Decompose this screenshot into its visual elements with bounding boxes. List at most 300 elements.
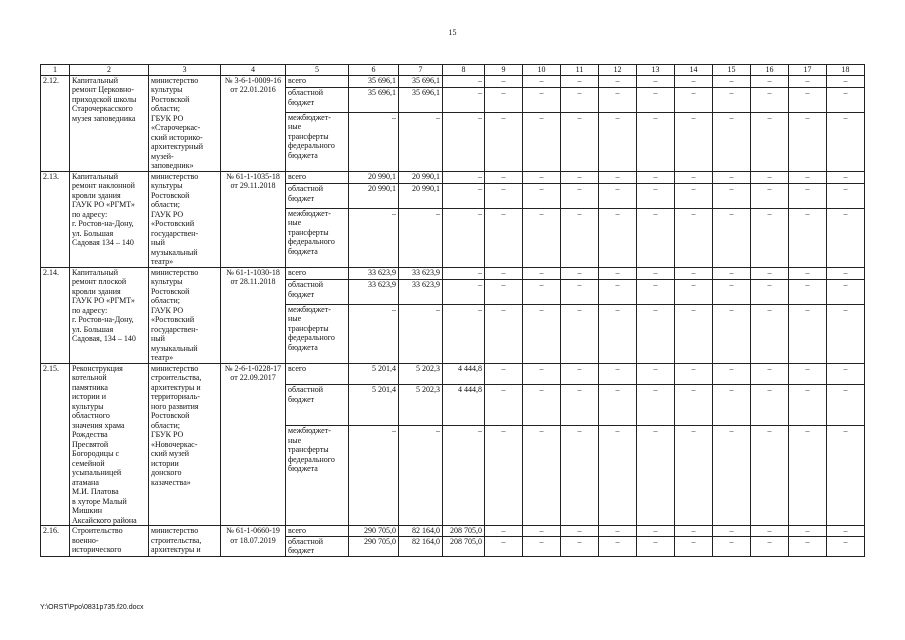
customer-line: донского — [151, 468, 182, 477]
amount-cell: – — [561, 75, 599, 88]
amount-cell: – — [827, 363, 865, 385]
amount-cell: – — [751, 385, 789, 426]
amount-cell: – — [751, 363, 789, 385]
amount-cell: 35 696,1 — [349, 75, 399, 88]
object-name-line: по адресу: — [72, 305, 108, 315]
expert-conclusion-line: от 18.07.2019 — [230, 535, 276, 545]
amount-cell: – — [523, 280, 561, 304]
object-name-line: атамана — [72, 477, 99, 487]
column-number: 16 — [751, 65, 789, 76]
amount-cell: – — [675, 536, 713, 556]
amount-cell: – — [675, 208, 713, 267]
funding-source: всего — [286, 171, 349, 184]
amount-cell: – — [637, 280, 675, 304]
customer-line: культуры — [151, 181, 183, 190]
amount-cell: 82 164,0 — [399, 526, 443, 537]
funding-source — [286, 88, 349, 112]
amount-cell: 5 202,3 — [399, 385, 443, 426]
column-number: 10 — [523, 65, 561, 76]
customer-line: министерство — [151, 363, 199, 373]
amount-cell: – — [523, 267, 561, 280]
amount-cell: – — [599, 385, 637, 426]
amount-cell: – — [789, 304, 827, 363]
customer-line: ный — [151, 334, 165, 343]
object-name-line: ремонт Церковно- — [72, 85, 134, 94]
amount-cell: 5 202,3 — [399, 363, 443, 385]
object-name-line: кровли здания — [72, 286, 121, 296]
object-name-line: в хуторе Малый — [72, 496, 127, 506]
amount-cell: 33 623,9 — [349, 280, 399, 304]
item-number: 2.16. — [41, 526, 70, 557]
customer-line: архитектуры и — [151, 382, 201, 392]
amount-cell: – — [599, 75, 637, 88]
object-name — [70, 267, 149, 363]
customer-line: ГБУК РО — [151, 430, 184, 439]
customer-line: культуры — [151, 277, 183, 286]
funding-source-line: бюджета — [288, 150, 318, 160]
funding-source-line: бюджета — [288, 342, 318, 352]
customer-line: Ростовской — [151, 286, 190, 296]
amount-cell: 20 990,1 — [399, 184, 443, 208]
amount-cell: – — [599, 426, 637, 526]
customer-line: министерство — [151, 171, 199, 181]
funding-source — [286, 280, 349, 304]
funding-source-line: бюджета — [288, 246, 318, 256]
object-name-line: приходской школы — [72, 94, 137, 104]
customer-line: ГБУК РО — [151, 113, 184, 123]
funding-source-line: бюджет — [288, 546, 315, 555]
amount-cell: – — [637, 304, 675, 363]
amount-cell: 33 623,9 — [399, 267, 443, 280]
amount-cell: – — [675, 385, 713, 426]
amount-cell: – — [561, 267, 599, 280]
customer-line: области; — [151, 200, 180, 209]
amount-cell: – — [599, 112, 637, 171]
amount-cell: – — [443, 208, 485, 267]
amount-cell: – — [485, 267, 523, 280]
amount-cell: – — [561, 280, 599, 304]
funding-source — [286, 184, 349, 208]
customer-line: государствен- — [151, 228, 199, 238]
object-name-line: котельной — [72, 373, 107, 382]
amount-cell: – — [827, 184, 865, 208]
column-number: 1 — [41, 65, 70, 76]
funding-source-line: областной — [288, 88, 324, 98]
column-number-row — [41, 65, 865, 76]
customer — [149, 526, 221, 557]
amount-cell: – — [485, 363, 523, 385]
amount-cell: 4 444,8 — [443, 385, 485, 426]
object-name-line: г. Ростов-на-Дону, — [72, 219, 134, 228]
page-number: 15 — [448, 28, 457, 37]
customer-line: ГАУК РО — [151, 209, 184, 219]
object-name-line: Капитальный — [72, 75, 119, 85]
amount-cell: – — [485, 171, 523, 184]
customer-line: области; — [151, 296, 180, 305]
amount-cell: – — [637, 184, 675, 208]
customer-line: музыкальный — [151, 247, 198, 257]
amount-cell: – — [789, 426, 827, 526]
amount-cell: – — [789, 75, 827, 88]
amount-cell: – — [713, 280, 751, 304]
amount-cell: – — [349, 304, 399, 363]
object-name-line: памятника — [72, 382, 108, 392]
amount-cell: – — [561, 184, 599, 208]
amount-cell: – — [485, 184, 523, 208]
funding-source-line: трансферты — [288, 445, 329, 455]
amount-cell: – — [637, 75, 675, 88]
amount-cell: – — [637, 536, 675, 556]
object-name — [70, 171, 149, 267]
object-name-line: Садовая, 134 – 140 — [72, 334, 136, 343]
amount-cell: – — [713, 536, 751, 556]
amount-cell: – — [827, 385, 865, 426]
customer-line: территориаль- — [151, 392, 200, 401]
customer — [149, 171, 221, 267]
funding-source-line: областной — [288, 280, 324, 290]
amount-cell: – — [561, 426, 599, 526]
funding-source-line: бюджет — [288, 97, 315, 107]
object-name-line: ул. Большая — [72, 324, 114, 334]
amount-cell: – — [827, 536, 865, 556]
table-row — [41, 526, 865, 537]
amount-cell: – — [485, 304, 523, 363]
amount-cell: – — [523, 88, 561, 112]
amount-cell: – — [789, 385, 827, 426]
amount-cell: – — [827, 208, 865, 267]
item-number: 2.15. — [41, 363, 70, 526]
object-name-line: по адресу: — [72, 209, 108, 219]
funding-source — [286, 385, 349, 426]
amount-cell: 33 623,9 — [349, 267, 399, 280]
expert-conclusion-line: от 29.11.2018 — [230, 181, 276, 190]
object-name-line: значения храма — [72, 420, 125, 430]
amount-cell: – — [523, 363, 561, 385]
amount-cell: – — [599, 208, 637, 267]
object-name — [70, 526, 149, 557]
amount-cell: – — [485, 208, 523, 267]
object-name-line: ГАУК РО «РГМТ» — [72, 200, 135, 209]
customer-line: строительства, — [151, 373, 202, 382]
amount-cell: – — [523, 112, 561, 171]
funding-source-line: трансферты — [288, 131, 329, 141]
object-name-line: кровли здания — [72, 190, 121, 200]
funding-source: всего — [286, 526, 349, 537]
amount-cell: – — [675, 88, 713, 112]
amount-cell: – — [675, 267, 713, 280]
amount-cell: – — [443, 88, 485, 112]
amount-cell: – — [751, 208, 789, 267]
amount-cell: – — [827, 75, 865, 88]
amount-cell: – — [599, 304, 637, 363]
column-number: 14 — [675, 65, 713, 76]
amount-cell: – — [399, 426, 443, 526]
object-name-line: ул. Большая — [72, 228, 114, 238]
object-name-line: Мишкин — [72, 506, 103, 515]
expert-conclusion-line: от 22.09.2017 — [230, 373, 276, 382]
amount-cell: 33 623,9 — [399, 280, 443, 304]
amount-cell: – — [599, 267, 637, 280]
amount-cell: – — [485, 280, 523, 304]
funding-source-line: ные — [288, 435, 302, 445]
customer-line: министерство — [151, 75, 199, 85]
expert-conclusion — [221, 363, 286, 526]
customer — [149, 75, 221, 171]
customer-line: ного развития — [151, 401, 199, 411]
amount-cell: – — [675, 426, 713, 526]
amount-cell: 290 705,0 — [349, 526, 399, 537]
table-row — [41, 171, 865, 184]
amount-cell: – — [443, 184, 485, 208]
amount-cell: – — [751, 171, 789, 184]
customer-line: государствен- — [151, 324, 199, 334]
object-name-line: семейной — [72, 458, 105, 468]
object-name-line: Рождества — [72, 430, 108, 439]
amount-cell: – — [349, 208, 399, 267]
customer-line: архитектурный — [151, 142, 203, 151]
amount-cell: – — [751, 112, 789, 171]
amount-cell: – — [751, 304, 789, 363]
column-number: 2 — [70, 65, 149, 76]
amount-cell: – — [789, 171, 827, 184]
amount-cell: – — [637, 88, 675, 112]
column-number: 3 — [149, 65, 221, 76]
amount-cell: – — [485, 112, 523, 171]
object-name-line: областного — [72, 411, 110, 420]
amount-cell: – — [523, 304, 561, 363]
funding-source-line: бюджет — [288, 394, 315, 404]
amount-cell: – — [637, 171, 675, 184]
amount-cell: – — [827, 171, 865, 184]
funding-source: всего — [286, 75, 349, 88]
amount-cell: – — [789, 363, 827, 385]
amount-cell: – — [789, 536, 827, 556]
amount-cell: – — [561, 112, 599, 171]
amount-cell: – — [713, 385, 751, 426]
amount-cell: – — [561, 171, 599, 184]
amount-cell: – — [713, 208, 751, 267]
object-name-line: Реконструкция — [72, 363, 123, 373]
document-path: Y:\ORST\Ppo\0831p735.f20.docx — [40, 604, 144, 611]
customer-line: Ростовской — [151, 190, 190, 200]
amount-cell: 35 696,1 — [399, 75, 443, 88]
amount-cell: – — [561, 536, 599, 556]
amount-cell: – — [827, 267, 865, 280]
amount-cell: – — [751, 280, 789, 304]
program-table — [40, 64, 865, 557]
amount-cell: – — [789, 88, 827, 112]
amount-cell: – — [675, 184, 713, 208]
amount-cell: – — [443, 267, 485, 280]
expert-conclusion-line: № 61-1-1030-18 — [226, 267, 280, 277]
customer-line: Ростовской — [151, 94, 190, 104]
customer-line: области; — [151, 420, 180, 430]
object-name-line: Строительство — [72, 526, 123, 535]
expert-conclusion-line: № 61-1-1035-18 — [226, 171, 280, 181]
funding-source — [286, 112, 349, 171]
funding-source-line: федерального — [288, 237, 335, 247]
amount-cell: – — [713, 171, 751, 184]
amount-cell: 5 201,4 — [349, 363, 399, 385]
object-name-line: исторического — [72, 545, 122, 554]
amount-cell: – — [637, 267, 675, 280]
object-name — [70, 75, 149, 171]
amount-cell: – — [349, 112, 399, 171]
amount-cell: – — [485, 426, 523, 526]
expert-conclusion — [221, 526, 286, 557]
amount-cell: – — [443, 112, 485, 171]
amount-cell: – — [637, 426, 675, 526]
amount-cell: – — [751, 184, 789, 208]
customer-line: заповедник» — [151, 161, 194, 170]
customer-line: истории — [151, 458, 179, 468]
expert-conclusion-line: № 3-6-1-0009-16 — [224, 75, 282, 85]
object-name-line: г. Ростов-на-Дону, — [72, 315, 134, 324]
funding-source-line: трансферты — [288, 323, 329, 333]
customer-line: ский музей — [151, 449, 190, 458]
object-name-line: музея заповедника — [72, 113, 136, 123]
amount-cell: – — [599, 88, 637, 112]
amount-cell: – — [399, 208, 443, 267]
funding-source: всего — [286, 267, 349, 280]
funding-source-line: трансферты — [288, 227, 329, 237]
expert-conclusion — [221, 267, 286, 363]
amount-cell: – — [399, 112, 443, 171]
funding-source-line: областной — [288, 536, 324, 546]
column-number: 12 — [599, 65, 637, 76]
amount-cell: – — [827, 88, 865, 112]
amount-cell: 35 696,1 — [399, 88, 443, 112]
customer-line: «Ростовский — [151, 219, 195, 228]
funding-source-line: бюджета — [288, 464, 318, 474]
customer-line: Ростовской — [151, 411, 190, 420]
funding-source-line: ные — [288, 314, 302, 324]
customer-line: министерство — [151, 267, 199, 277]
amount-cell: – — [561, 363, 599, 385]
amount-cell: – — [399, 304, 443, 363]
amount-cell: – — [713, 88, 751, 112]
amount-cell: – — [561, 88, 599, 112]
amount-cell: – — [675, 526, 713, 537]
funding-source-line: бюджет — [288, 289, 315, 299]
amount-cell: – — [751, 426, 789, 526]
object-name-line: Садовая 134 – 140 — [72, 238, 134, 247]
column-number: 11 — [561, 65, 599, 76]
amount-cell: – — [599, 363, 637, 385]
amount-cell: – — [485, 526, 523, 537]
customer-line: казачества» — [151, 477, 191, 487]
funding-source-line: межбюджет- — [288, 304, 331, 314]
amount-cell: – — [827, 112, 865, 171]
column-number: 9 — [485, 65, 523, 76]
amount-cell: – — [713, 267, 751, 280]
customer-line: музей- — [151, 151, 174, 161]
customer-line: строительства, — [151, 535, 202, 545]
amount-cell: – — [523, 536, 561, 556]
amount-cell: – — [637, 526, 675, 537]
amount-cell: – — [675, 171, 713, 184]
amount-cell: – — [751, 75, 789, 88]
expert-conclusion — [221, 171, 286, 267]
column-number: 5 — [286, 65, 349, 76]
amount-cell: – — [485, 88, 523, 112]
amount-cell: – — [485, 75, 523, 88]
amount-cell: – — [713, 363, 751, 385]
amount-cell: 20 990,1 — [349, 184, 399, 208]
amount-cell: 208 705,0 — [443, 526, 485, 537]
amount-cell: – — [523, 526, 561, 537]
object-name — [70, 363, 149, 526]
column-number: 8 — [443, 65, 485, 76]
expert-conclusion — [221, 75, 286, 171]
object-name-line: Богородицы с — [72, 449, 120, 458]
amount-cell: – — [485, 536, 523, 556]
column-number: 17 — [789, 65, 827, 76]
amount-cell: – — [443, 280, 485, 304]
customer-line: архитектуры и — [151, 545, 201, 554]
amount-cell: – — [599, 280, 637, 304]
amount-cell: – — [675, 363, 713, 385]
funding-source-line: федерального — [288, 141, 335, 151]
object-name-line: М.И. Платова — [72, 487, 119, 496]
amount-cell: – — [523, 426, 561, 526]
customer-line: ский историко- — [151, 132, 203, 142]
customer-line: области; — [151, 104, 180, 113]
amount-cell: – — [523, 171, 561, 184]
column-number: 15 — [713, 65, 751, 76]
amount-cell: – — [599, 171, 637, 184]
amount-cell: – — [637, 363, 675, 385]
object-name-line: истории и — [72, 392, 107, 401]
amount-cell: – — [349, 426, 399, 526]
customer-line: «Ростовский — [151, 315, 195, 324]
amount-cell: – — [713, 304, 751, 363]
customer-line: ГАУК РО — [151, 305, 184, 315]
customer-line: музыкальный — [151, 343, 198, 353]
column-number: 4 — [221, 65, 286, 76]
amount-cell: – — [713, 526, 751, 537]
funding-source-line: бюджет — [288, 193, 315, 203]
object-name-line: ремонт плоской — [72, 277, 127, 286]
object-name-line: ГАУК РО «РГМТ» — [72, 296, 135, 305]
amount-cell: 82 164,0 — [399, 536, 443, 556]
amount-cell: – — [599, 526, 637, 537]
amount-cell: – — [443, 304, 485, 363]
amount-cell: – — [713, 184, 751, 208]
funding-source-line: федерального — [288, 454, 335, 464]
amount-cell: 4 444,8 — [443, 363, 485, 385]
funding-source-line: федерального — [288, 333, 335, 343]
object-name-line: культуры — [72, 401, 104, 411]
customer — [149, 267, 221, 363]
amount-cell: – — [443, 75, 485, 88]
amount-cell: – — [637, 385, 675, 426]
object-name-line: усыпальницей — [72, 468, 122, 477]
amount-cell: – — [751, 267, 789, 280]
customer-line: «Новочеркас- — [151, 439, 198, 449]
amount-cell: – — [561, 526, 599, 537]
amount-cell: 35 696,1 — [349, 88, 399, 112]
expert-conclusion-line: от 28.11.2018 — [230, 277, 276, 286]
amount-cell: – — [751, 536, 789, 556]
object-name-line: Капитальный — [72, 171, 119, 181]
amount-cell: – — [561, 304, 599, 363]
amount-cell: – — [827, 426, 865, 526]
amount-cell: – — [751, 88, 789, 112]
amount-cell: – — [637, 112, 675, 171]
object-name-line: Пресвятой — [72, 439, 109, 449]
funding-source-line: областной — [288, 184, 324, 194]
